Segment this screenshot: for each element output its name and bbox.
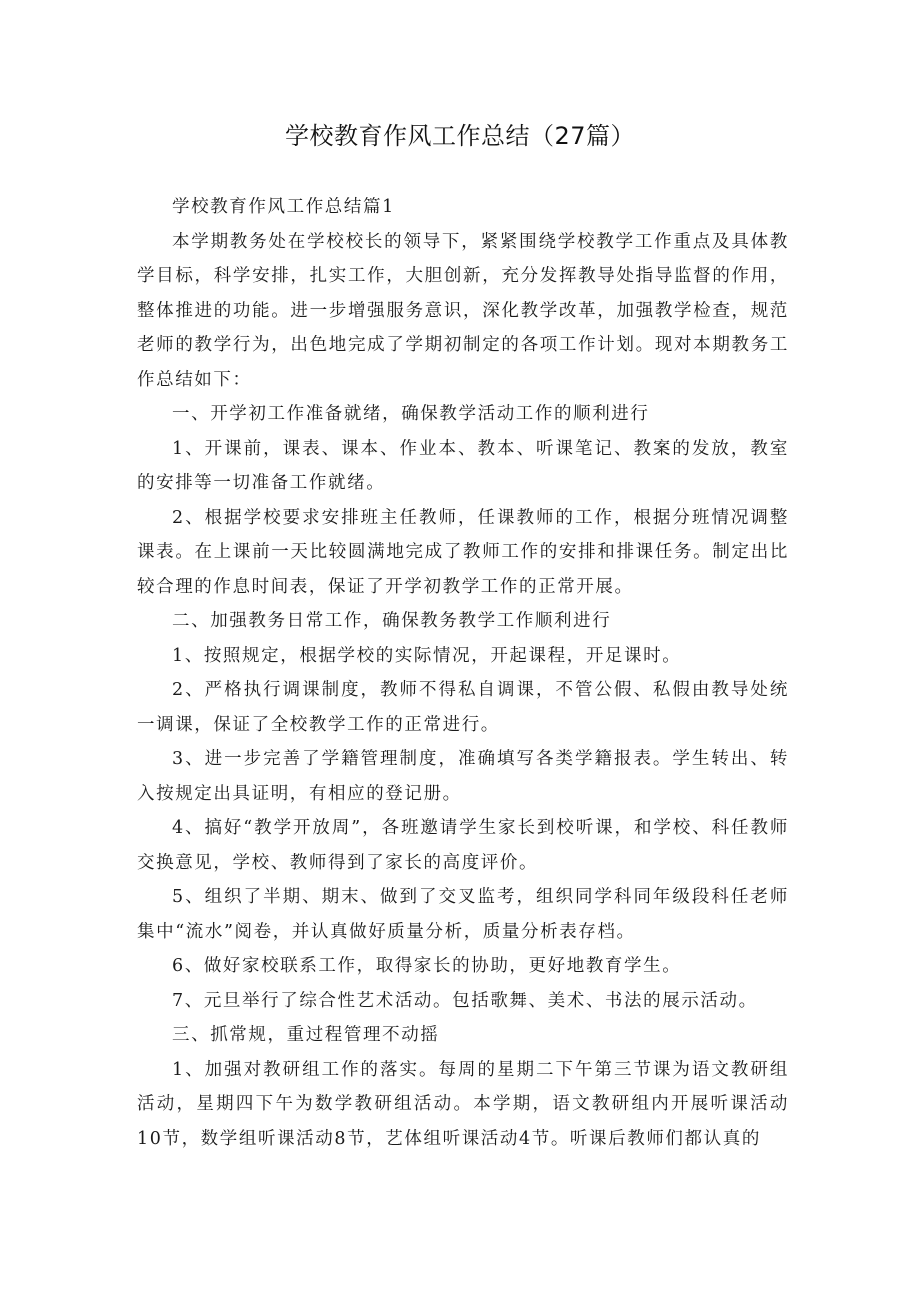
paragraph: 7、元旦举行了综合性艺术活动。包括歌舞、美术、书法的展示活动。: [172, 990, 758, 1011]
document-title: 学校教育作风工作总结（27篇）: [284, 122, 636, 150]
paragraph: 3、进一步完善了学籍管理制度，准确填写各类学籍报表。学生转出、转入按规定出具证明，有相应的登记册。: [137, 749, 789, 804]
section-heading: 三、抓常规，重过程管理不动摇: [172, 1025, 440, 1045]
paragraph: 2、严格执行调课制度，教师不得私自调课，不管公假、私假由教导处统一调课，保证了全校教学工作的正常进行。: [137, 680, 789, 735]
document-body: [137, 190, 789, 1156]
section-heading: 二、加强教务日常工作，确保教务教学工作顺利进行: [172, 611, 612, 631]
section-heading: 学校教育作风工作总结篇1: [172, 197, 395, 217]
section-heading: 一、开学初工作准备就绪，确保教学活动工作的顺利进行: [172, 404, 650, 424]
paragraph: 1、加强对教研组工作的落实。每周的星期二下午第三节课为语文教研组活动，星期四下午为数学教研组活动。本学期，语文教研组内开展听课活动10节，数学组听课活动8节，艺体组听课活动4节。听课后教师们都认真的: [137, 1059, 789, 1149]
paragraph: 4、搞好“教学开放周”，各班邀请学生家长到校听课，和学校、科任教师交换意见，学校、教师得到了家长的高度评价。: [137, 818, 789, 873]
paragraph: 5、组织了半期、期末、做到了交叉监考，组织同学科同年级段科任老师集中“流水”阅卷，并认真做好质量分析，质量分析表存档。: [137, 887, 789, 942]
paragraph: 本学期教务处在学校校长的领导下，紧紧围绕学校教学工作重点及具体教学目标，科学安排，扎实工作，大胆创新，充分发挥教导处指导监督的作用，整体推进的功能。进一步增强服务意识，深化教学改革，加强教学检查，规范老师的教学行为，出色地完成了学期初制定的各项工作计划。现对本期教务工作总结如下：: [137, 231, 789, 390]
paragraph: 6、做好家校联系工作，取得家长的协助，更好地教育学生。: [172, 956, 682, 976]
paragraph: 1、开课前，课表、课本、作业本、教本、听课笔记、教案的发放，教室的安排等一切准备工作就绪。: [137, 438, 789, 493]
paragraph: 1、按照规定，根据学校的实际情况，开起课程，开足课时。: [172, 645, 682, 666]
paragraph: 2、根据学校要求安排班主任教师，任课教师的工作，根据分班情况调整课表。在上课前一天比较圆满地完成了教师工作的安排和排课任务。制定出比较合理的作息时间表，保证了开学初教学工作的正常开展。: [137, 507, 789, 597]
